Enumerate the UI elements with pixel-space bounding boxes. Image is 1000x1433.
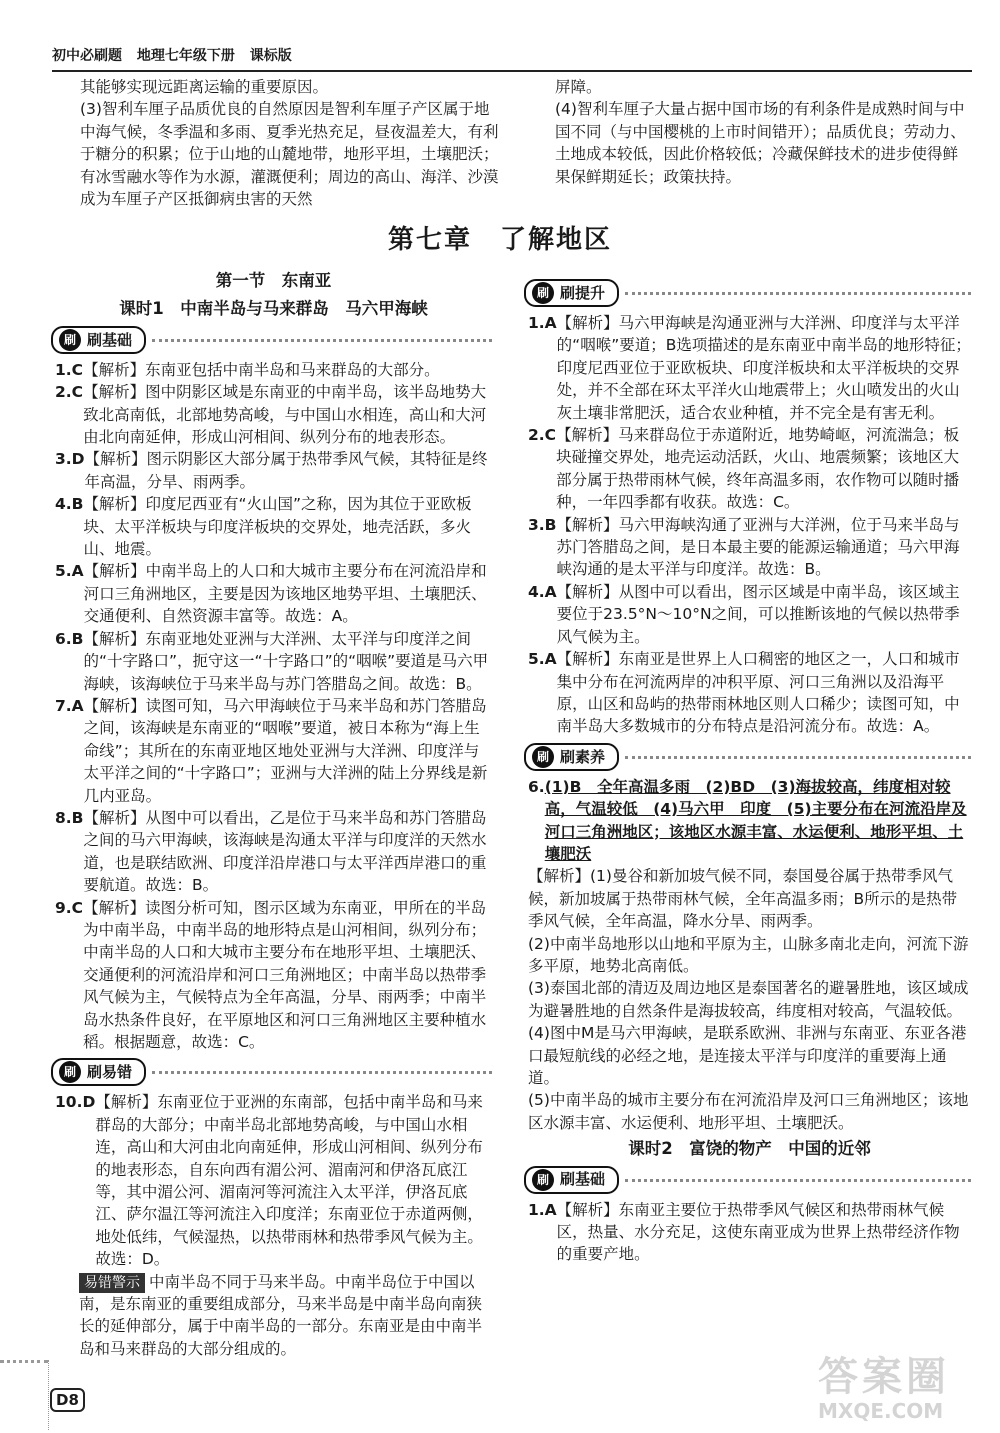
item-number: 2.C [528,426,557,445]
margin-dots [0,1360,48,1363]
tag-improve [524,280,971,306]
top-left-text [80,76,500,210]
analysis-paragraph: 【解析】(1)曼谷和新加坡气候不同，泰国曼谷属于热带季风气候，新加坡属于热带雨林气候，全年高温多雨；B所示的是热带季风气候，全年高温，降水分旱、雨两季。 [528,867,958,931]
paragraph: (3)智利车厘子品质优良的自然原因是智利车厘子产区属于地中海气候，冬季温和多雨、夏季光热充足，昼夜温差大，有利于糖分的积累；位于山地的山麓地带，地形平坦，土壤肥沃；有冰雪融水等作为水源，灌溉便利；周边的高山、海洋、沙漠成为车厘子产区抵御病虫害的天然 [80,100,499,209]
tag-label: 刷易错 [87,1063,133,1082]
answer-item [528,581,971,648]
answer-item [55,560,492,627]
item-number: 3.B [528,515,557,534]
item-text: 【解析】东南亚位于亚洲的东南部，包括中南半岛和马来群岛的大部分；中南半岛北部地势高峻，与中国山水相连，高山和大河由北向南延伸，形成山河相间、纵列分布的地表形态，自东向西有湄公河、湄南河和伊洛瓦底江等，其中湄公河、湄南河等河流注入太平洋，伊洛瓦底江、萨尔温江等河流注入印度洋；东南亚位于赤道两侧，地处低纬，气候湿热，以热带雨林和热带季风气候为主。故选：D。 [95,1093,483,1269]
paragraph: 其能够实现远距离运输的重要原因。 [80,78,329,96]
tag-basic [51,327,492,353]
answer-item [55,897,492,1054]
answer-item [528,514,971,581]
paragraph: (4)智利车厘子大量占据中国市场的有利条件是成熟时间与中国不同（与中国樱桃的上市时间错开）；品质优良；劳动力、土地成本较低，因此价格较低；冷藏保鲜技术的进步使得鲜果保鲜期延长；政策扶持。 [555,100,966,186]
item-number: 4.A [528,582,557,601]
margin-line [48,1360,49,1430]
item-number: 6. [528,777,545,796]
answer-item [55,381,492,448]
page-number: D8 [50,1388,85,1412]
top-right-text [555,76,973,188]
section-title: 第一节 东南亚 [215,271,332,290]
tag-label: 刷基础 [560,1170,606,1189]
item-number: 5.A [55,562,84,581]
item-number: 1.C [55,360,84,379]
warning-note [79,1271,492,1361]
watermark-text: 答案圈 [818,1354,950,1400]
dotted-divider [152,338,492,342]
item-text: 【解析】图中阴影区域是东南亚的中南半岛，该半岛地势大致北高南低，北部地势高峻，与中国山水相连，高山和大河由北向南延伸，形成山河相间、纵列分布的地表形态。 [83,383,487,447]
brush-icon: 刷 [59,1061,81,1083]
dotted-divider [152,1070,492,1074]
answer-item [55,359,492,381]
answer-item [55,695,492,807]
item-text: 【解析】从图中可以看出，图示区域是中南半岛，该区域主要位于23.5°N～10°N之间，可以推断该地的气候以热带季风气候为主。 [556,582,960,646]
tag-badge [524,1166,619,1194]
tag-badge [524,743,619,771]
dotted-divider [625,1178,971,1182]
item-text: 【解析】中南半岛上的人口和大城市主要分布在河流沿岸和河口三角洲地区，主要是因为该地区地势平坦、土壤肥沃、交通便利、自然资源丰富等。故选：A。 [83,562,487,626]
analysis-paragraph: (2)中南半岛地形以山地和平原为主，山脉多南北走向，河流下游多平原，地势北高南低。 [528,934,969,975]
item-number: 10.D [55,1093,96,1112]
warning-text: 中南半岛不同于马来半岛。中南半岛位于中国以南，是东南亚的重要组成部分，马来半岛是中南半岛向南狭长的延伸部分，属于中南半岛的一部分。东南亚是由中南半岛和马来群岛的大部分组成的。 [79,1272,483,1358]
analysis-paragraph: (5)中南半岛的城市主要分布在河流沿岸及河口三角洲地区；该地区水源丰富、水运便利、地形平坦、土壤肥沃。 [528,1091,969,1132]
item-text: 【解析】马来群岛位于赤道附近，地势崎岖，河流湍急；板块碰撞交界处，地壳运动活跃，火山、地震频繁；该地区大部分属于热带雨林气候，终年高温多雨，农作物可以随时播种，一年四季都有收获。故选：C。 [556,426,960,512]
lesson-title: 课时2 富饶的物产 中国的近邻 [628,1139,871,1159]
item-number: 5.A [528,650,557,669]
answer-item [528,312,971,424]
item-text: 【解析】读图分析可知，图示区域为东南亚，甲所在的半岛为中南半岛，中南半岛的地形特点是山河相间，纵列分布；中南半岛的人口和大城市主要分布在地形平坦、土壤肥沃、交通便利的河流沿岸和河口三角洲地区；中南半岛以热带季风气候为主，气候特点为全年高温，分旱、雨两季；中南半岛水热条件良好，在平原地区和河口三角洲地区主要种植水稻。根据题意，故选：C。 [83,898,487,1051]
item-text: 【解析】东南亚包括中南半岛和马来群岛的大部分。 [83,360,440,379]
brush-icon: 刷 [59,329,81,351]
answer-item [55,448,492,493]
item-text: 【解析】从图中可以看出，乙是位于马来半岛和苏门答腊岛之间的马六甲海峡，该海峡是沟通太平洋与印度洋的天然水道，也是联结欧洲、印度洋沿岸港口与太平洋西岸港口的重要航道。故选：B。 [83,808,487,895]
answer-item [528,648,971,738]
tag-basic-2 [524,1167,971,1193]
lesson-title: 课时1 中南半岛与马来群岛 马六甲海峡 [119,299,428,319]
answer-item [528,1199,971,1266]
tag-literacy [524,744,971,770]
left-column [55,270,492,1360]
book-series: 初中必刷题 [52,48,122,64]
paragraph: 屏障。 [555,78,602,96]
answer-item [55,628,492,695]
item-number: 4.B [55,495,84,514]
item-text: 【解析】印度尼西亚有“火山国”之称，因为其位于亚欧板块、太平洋板块与印度洋板块的交界处，地壳活跃，多火山、地震。 [83,495,472,559]
item-number: 1.A [528,314,557,332]
item-text: 【解析】东南亚主要位于热带季风气候区和热带雨林气候区，热量、水分充足，这使东南亚成为世界上热带经济作物的重要产地。 [556,1200,960,1264]
answer-item [528,424,971,514]
item-text: 【解析】东南亚是世界上人口稠密的地区之一，人口和城市集中分布在河流两岸的冲积平原、河口三角洲以及沿海平原，山区和岛屿的热带雨林地区则人口稀少；读图可知，中南半岛大多数城市的分布特点是沿河流分布。故选：A。 [556,650,960,736]
answer-item [55,1091,492,1270]
item-number: 7.A [55,696,84,715]
answer-item [528,776,971,866]
tag-badge [51,1058,146,1086]
item-text: 【解析】马六甲海峡沟通了亚洲与大洋洲，位于马来半岛与苏门答腊岛之间，是日本最主要的能源运输通道；马六甲海峡沟通的是太平洋与印度洋。故选：B。 [556,515,960,579]
item-text: 【解析】读图可知，马六甲海峡位于马来半岛和苏门答腊岛之间，该海峡是东南亚的“咽喉”要道，被日本称为“海上生命线”；其所在的东南亚地区地处亚洲与大洋洲、印度洋与太平洋之间的“十字路口”；亚洲与大洋洲的陆上分界线是新几内亚岛。 [83,696,488,805]
item-text: 【解析】图示阴影区大部分属于热带季风气候，其特征是终年高温，分旱、雨两季。 [84,450,488,491]
item-number: 6.B [55,629,84,648]
tag-badge [524,279,619,307]
item-number: 2.C [55,383,84,402]
analysis-paragraph: (4)图中M是马六甲海峡，是联系欧洲、非洲与东南亚、东亚各港口最短航线的必经之地，是连接太平洋与印度洋的重要海上通道。 [528,1024,967,1087]
watermark-url: MXQE.COM [818,1399,944,1423]
book-edition: 课标版 [249,48,292,64]
brush-icon: 刷 [532,746,554,768]
brush-icon: 刷 [532,1169,554,1191]
book-subject: 地理七年级下册 [136,48,235,64]
page-header [52,44,972,72]
tag-label: 刷提升 [560,283,606,302]
dotted-divider [625,291,971,295]
item-number: 3.D [55,450,85,469]
item-number: 1.A [528,1200,557,1219]
brush-icon: 刷 [532,282,554,304]
tag-label: 刷基础 [87,330,133,349]
item-text: 【解析】东南亚地处亚洲与大洋洲、太平洋与印度洋之间的“十字路口”，扼守这一“十字路口”的“咽喉”要道是马六甲海峡，该海峡位于马来半岛与苏门答腊岛之间。故选：B。 [83,629,489,693]
item-number: 8.B [55,808,84,827]
warning-label: 易错警示 [79,1273,145,1293]
dotted-divider [625,755,971,759]
tag-badge [51,326,146,354]
item-text: 【解析】马六甲海峡是沟通亚洲与大洋洲、印度洋与太平洋的“咽喉”要道；B选项描述的是东南亚中南半岛的地形特征；印度尼西亚位于亚欧板块、印度洋板块和太平洋板块的交界处，并不全部在环太平洋火山地震带上；火山喷发出的火山灰土壤非常肥沃，适合农业种植，并不完全是有害无利。 [556,314,971,422]
item-answer: (1)B 全年高温多雨 (2)BD (3)海拔较高，纬度相对较高，气温较低 (4)马六甲 印度 (5)主要分布在河流沿岸及河口三角洲地区；该地区水源丰富、水运便利、地形平坦、土壤肥沃 [544,777,967,863]
answer-item [55,493,492,560]
answer-item [55,807,492,897]
tag-label: 刷素养 [560,747,606,766]
right-column [528,280,971,1266]
chapter-title: 第七章 了解地区 [387,225,612,255]
tag-error [51,1059,492,1085]
item-number: 9.C [55,898,84,917]
analysis-paragraph: (3)泰国北部的清迈及周边地区是泰国著名的避暑胜地，该区域成为避暑胜地的自然条件是海拔较高，纬度相对较高，气温较低。 [528,979,969,1020]
watermark-logo [818,1355,988,1427]
